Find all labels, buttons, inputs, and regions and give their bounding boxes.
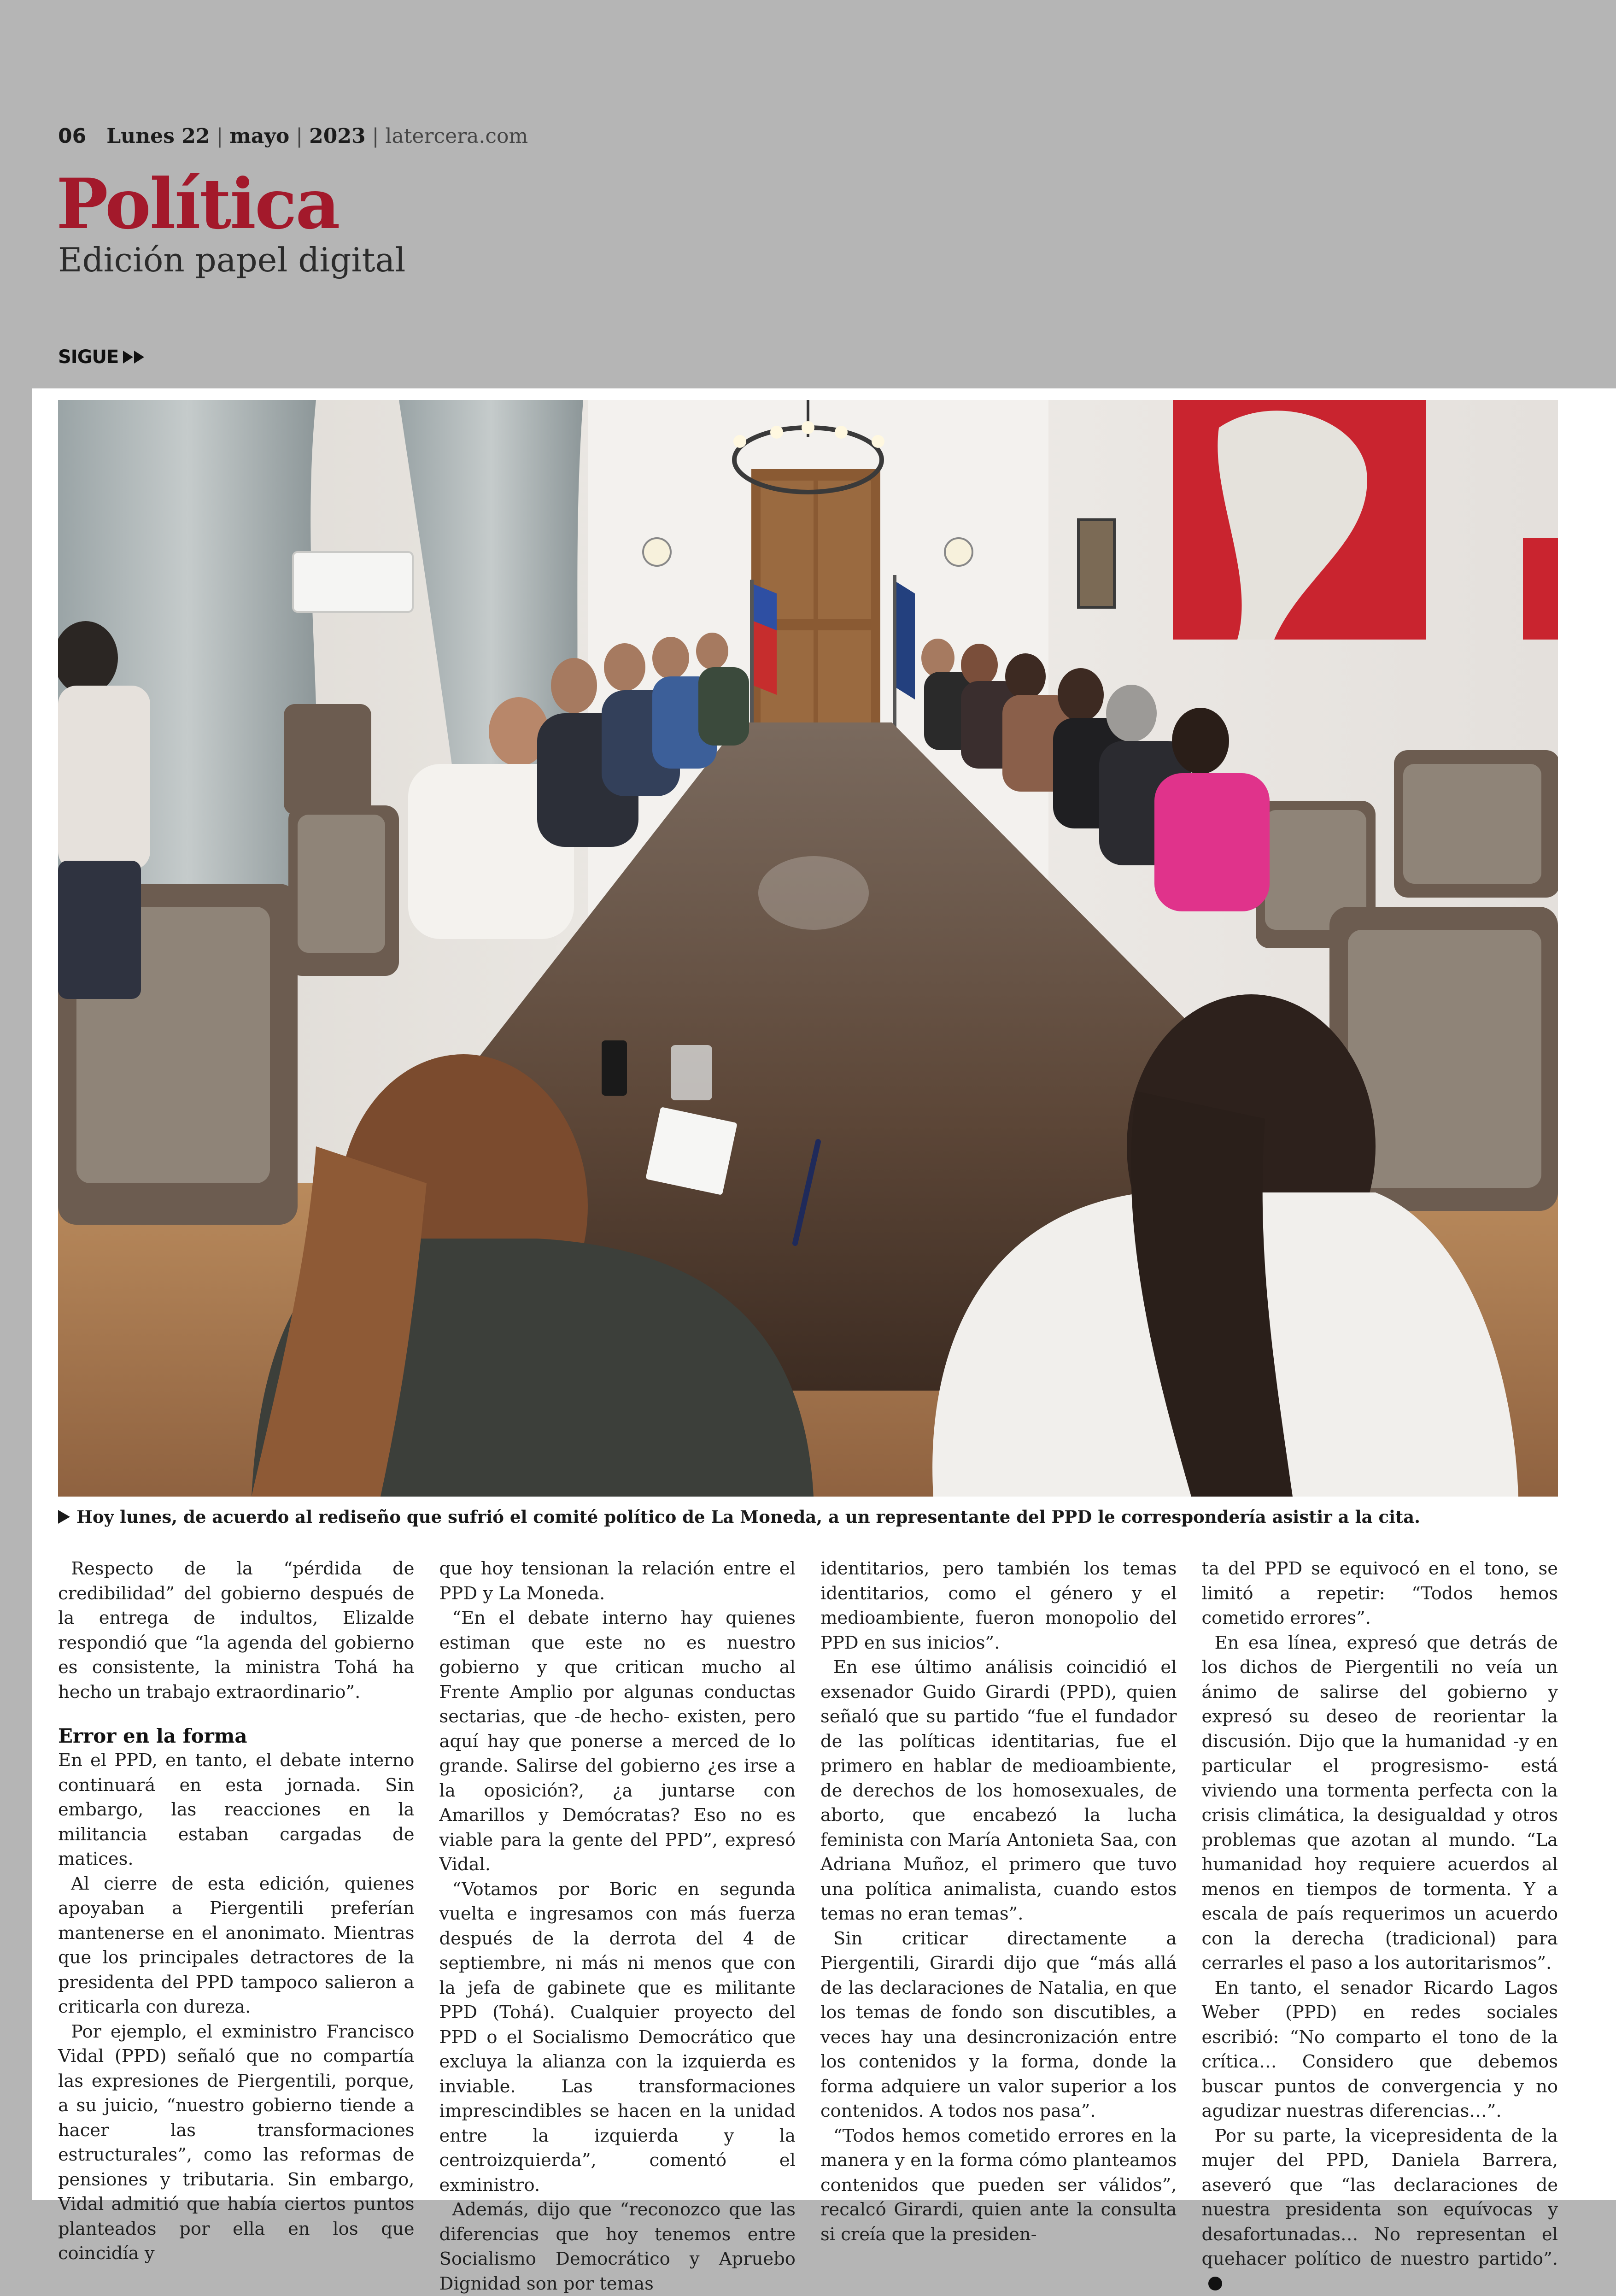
paragraph-text: En esa línea, expresó que detrás de los dichos de Piergentili no veía un ánimo de salirse del gobierno y expresó su deseo de reorientar la discusión. Dijo que la humanidad -y en particular el progresismo- está viviendo una tormenta perfecta con la crisis climática, la desigualdad y otros problemas que azotan al mundo. “La humanidad hoy requiere acuerdos al menos en tiempos de tormenta. Y a escala de país requerimos un acuerdo con la derecha (tradicional) para cerrarles el paso a los autoritarismos”. — [1202, 1632, 1558, 1974]
paragraph-text: “Votamos por Boric en segunda vuelta e ingresamos con más fuerza después de la derrota del 4 de septiembre, ni más ni menos que con la jefa de gabinete que es militante PPD (Tohá). Cualquier proyecto del PPD o el Socialismo Democrático que excluya la alianza con la izquierda es inviable. Las transformaciones imprescindibles se hacen en la unidad entre la izquierda y la centroizquierda”, comentó el exministro. — [439, 1879, 796, 2196]
paragraph — [439, 2197, 796, 2296]
caption-arrow-icon — [58, 1510, 70, 1524]
paragraph — [58, 1872, 415, 2020]
paragraph — [439, 1556, 796, 1606]
paragraph — [1202, 1976, 1558, 2124]
paragraph-text: “En el debate interno hay quienes estiman que este no es nuestro gobierno y que critican mucho al Frente Amplio por algunas conductas sectarias, que -de hecho- existen, pero aquí hay que ponerse a merced de lo grande. Salirse del gobierno ¿es irse a la oposición?, ¿a juntarse con Amarillos y Demócratas? Eso no es viable para la gente del PPD”, expresó Vidal. — [439, 1608, 796, 1875]
double-arrow-icon — [123, 351, 144, 364]
paragraph-text: En tanto, el senador Ricardo Lagos Weber (PPD) en redes sociales escribió: “No comparto el tono de la crítica… Considero que debemos buscar puntos de convergencia y no agudizar nuestras diferencias…”. — [1202, 1978, 1558, 2122]
meeting-photo — [58, 400, 1558, 1497]
paragraph-text: Respecto de la “pérdida de credibilidad” del gobierno después de la entrega de indultos, Elizalde respondió que “la agenda del gobierno es consistente, la ministra Tohá ha hecho un trabajo extraordinario”. — [58, 1558, 415, 1703]
paragraph-text: Además, dijo que “reconozco que las diferencias que hoy tenemos entre Socialismo Democrático y Apruebo Dignidad son por temas — [439, 2199, 796, 2294]
paragraph-text: Por ejemplo, el exministro Francisco Vidal (PPD) señaló que no compartía las expresiones de Piergentili, porque, a su juicio, “nuestro gobierno tiende a hacer las transformaciones estructurales”, como las reformas de pensiones y tributaria. Sin embargo, Vidal admitió que había ciertos puntos planteados por ella en los que coincidía y — [58, 2021, 415, 2264]
paragraph — [820, 2124, 1177, 2247]
paragraph — [439, 1606, 796, 1877]
paragraph — [1202, 1556, 1558, 1631]
article-column-3 — [820, 1556, 1177, 2296]
paragraph-text: Por su parte, la vicepresidenta de la mujer del PPD, Daniela Barrera, aseveró que “las declaraciones de nuestra presidenta son equívocas y desafortunadas… No representan el quehacer político de nuestro partido”. — [1202, 2126, 1558, 2270]
paragraph — [1202, 1631, 1558, 1976]
paragraph — [1202, 2124, 1558, 2296]
separator: | — [216, 124, 223, 148]
continue-label: SIGUE — [58, 346, 118, 368]
paragraph — [58, 1556, 415, 1704]
paragraph-text: “Todos hemos cometido errores en la manera y en la forma cómo planteamos contenidos que pueden ser válidos”, recalcó Girardi, quien ante la consulta si creía que la presiden- — [820, 2126, 1177, 2245]
paragraph-text: identitarios, pero también los temas identitarios, como el género y el medioambiente, fueron monopolio del PPD en sus inicios”. — [820, 1558, 1177, 1653]
paragraph — [820, 1926, 1177, 2124]
section-title: Política — [56, 164, 339, 245]
dateline — [58, 124, 528, 148]
paragraph-text: Al cierre de esta edición, quienes apoyaban a Piergentili preferían mantenerse en el anonimato. Mientras que los principales detractores de la presidenta del PPD tampoco salieron a criticarla con dureza. — [58, 1873, 415, 2018]
date-year: 2023 — [309, 124, 365, 148]
paragraph-text: Sin criticar directamente a Piergentili, Girardi dijo que “más allá de las declaraciones de Natalia, en que los temas de fondo son discutibles, a veces hay una desincronización entre los contenidos y la forma, donde la forma adquiere un valor superior a los contenidos. A todos nos pasa”. — [820, 1928, 1177, 2122]
article-column-2 — [439, 1556, 796, 2296]
continue-link[interactable] — [58, 346, 144, 368]
paragraph-text: ta del PPD se equivocó en el tono, se limitó a repetir: “Todos hemos cometido errores”. — [1202, 1558, 1558, 1628]
paragraph-text: En el PPD, en tanto, el debate interno continuará en esta jornada. Sin embargo, las reacciones en la militancia estaban cargadas de matices. — [58, 1750, 415, 1869]
separator: | — [372, 124, 379, 148]
photo-caption — [58, 1507, 1558, 1527]
paragraph — [439, 1877, 796, 2198]
end-mark-icon — [1208, 2277, 1222, 2290]
paragraph — [58, 1748, 415, 1872]
site-link[interactable]: latercera.com — [385, 124, 528, 148]
separator: | — [296, 124, 303, 148]
article-column-1 — [58, 1556, 415, 2296]
paragraph — [820, 1655, 1177, 1926]
article-body — [58, 1556, 1558, 2155]
article-column-4 — [1202, 1556, 1558, 2296]
subheading — [58, 1724, 415, 1748]
subheading-text: Error en la forma — [58, 1725, 247, 1747]
date-month: mayo — [229, 124, 289, 148]
page-number: 06 — [58, 124, 86, 148]
date-day: Lunes 22 — [106, 124, 210, 148]
paragraph — [820, 1556, 1177, 1655]
paragraph-text: que hoy tensionan la relación entre el PPD y La Moneda. — [439, 1558, 796, 1604]
caption-text: Hoy lunes, de acuerdo al rediseño que sufrió el comité político de La Moneda, a un representante del PPD le correspondería asistir a la cita. — [76, 1507, 1420, 1527]
section-subtitle: Edición papel digital — [58, 241, 405, 279]
paragraph — [58, 2020, 415, 2266]
paragraph-text: En ese último análisis coincidió el exsenador Guido Girardi (PPD), quien señaló que su partido “fue el fundador de las políticas identitarias, fue el primero en hablar de medioambiente, de derechos de los homosexuales, de aborto, que encabezó la lucha feminista con María Antonieta Saa, con Adriana Muñoz, el primero que tuvo una política animalista, cuando estos temas no eran temas”. — [820, 1657, 1177, 1924]
